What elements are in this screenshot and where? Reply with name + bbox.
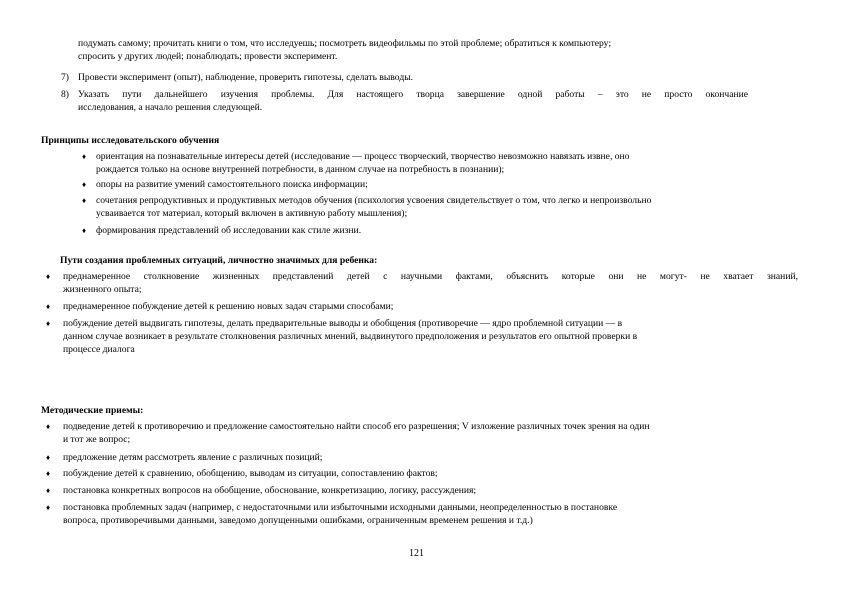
list-item: побуждение детей к сравнению, обобщению, выводам из ситуации, сопоставлению фактов;	[63, 468, 438, 479]
list-item: преднамеренное побуждение детей к решению новых задач старыми способами;	[63, 301, 394, 312]
page-number: 121	[409, 548, 424, 559]
list-item: преднамеренное столкновение жизненных представлений детей с научными фактами, объяснить которые они не могут- не хватает знаний,	[63, 271, 798, 282]
list-item: подведение детей к противоречию и предложение самостоятельно найти способ его разрешения; V изложение различных точек зрения на один	[63, 421, 650, 432]
bullet-icon: ♦	[46, 469, 51, 478]
bullet-icon: ♦	[82, 196, 87, 205]
list-item: побуждение детей выдвигать гипотезы, делать предварительные выводы и обобщения (противоречие — ядро проблемной ситуации — в	[63, 318, 623, 329]
step-text: Указать пути дальнейшего изучения проблемы. Для настоящего творца завершение одной работы – это не просто окончание	[78, 89, 748, 100]
list-item: предложение детям рассмотреть явление с различных позиций;	[63, 452, 323, 463]
step-number: 7)	[61, 72, 69, 83]
list-item: постановка проблемных задач (например, с недостаточными или избыточными исходными данными, неопределенностью в постановке	[63, 502, 618, 513]
step-number: 8)	[61, 89, 69, 100]
section-heading: Пути создания проблемных ситуаций, личностно значимых для ребенка:	[60, 255, 378, 266]
list-item: вопроса, противоречивыми данными, заведомо допущенными ошибками, ограниченным временем решения и т.д.)	[63, 515, 533, 526]
list-item: ориентация на познавательные интересы детей (исследование — процесс творческий, творчество невозможно навязать извне, оно	[96, 151, 630, 162]
bullet-icon: ♦	[46, 272, 51, 281]
bullet-icon: ♦	[46, 503, 51, 512]
list-item: жизненного опыта;	[63, 284, 142, 295]
list-item: и тот же вопрос;	[63, 434, 131, 445]
bullet-icon: ♦	[82, 180, 87, 189]
bullet-icon: ♦	[46, 422, 51, 431]
list-item: процессе диалога	[63, 344, 135, 355]
section-heading: Принципы исследовательского обучения	[41, 135, 220, 146]
bullet-icon: ♦	[46, 319, 51, 328]
list-item: данном случае возникает в результате столкновения различных мнений, выдвинутого предположения и результатов его опытной проверки в	[63, 331, 638, 342]
list-item: сочетания репродуктивных и продуктивных методов обучения (психология усвоения свидетельствует о том, что легко и непроизвольно	[96, 195, 652, 206]
bullet-icon: ♦	[46, 486, 51, 495]
bullet-icon: ♦	[82, 226, 87, 235]
step-text: исследования, а начало решения следующей.	[78, 102, 263, 113]
bullet-icon: ♦	[82, 152, 87, 161]
intro-line: спросить у других людей; понаблюдать; провести эксперимент.	[78, 51, 338, 62]
list-item: усваивается тот материал, который включен в активную работу мышления);	[96, 208, 408, 219]
step-text: Провести эксперимент (опыт), наблюдение, проверить гипотезы, сделать выводы.	[78, 72, 414, 83]
bullet-icon: ♦	[46, 453, 51, 462]
bullet-icon: ♦	[46, 302, 51, 311]
section-heading: Методические приемы:	[41, 405, 144, 416]
list-item: опоры на развитие умений самостоятельного поиска информации;	[96, 179, 368, 190]
list-item: формирования представлений об исследовании как стиле жизни.	[96, 225, 362, 236]
list-item: рождается только на основе внутренней потребности, в данном случае на потребность в познании);	[96, 164, 505, 175]
list-item: постановка конкретных вопросов на обобщение, обоснование, конкретизацию, логику, рассуждения;	[63, 485, 477, 496]
intro-line: подумать самому; прочитать книги о том, что исследуешь; посмотреть видеофильмы по этой проблеме; обратиться к компьютеру;	[78, 38, 612, 49]
